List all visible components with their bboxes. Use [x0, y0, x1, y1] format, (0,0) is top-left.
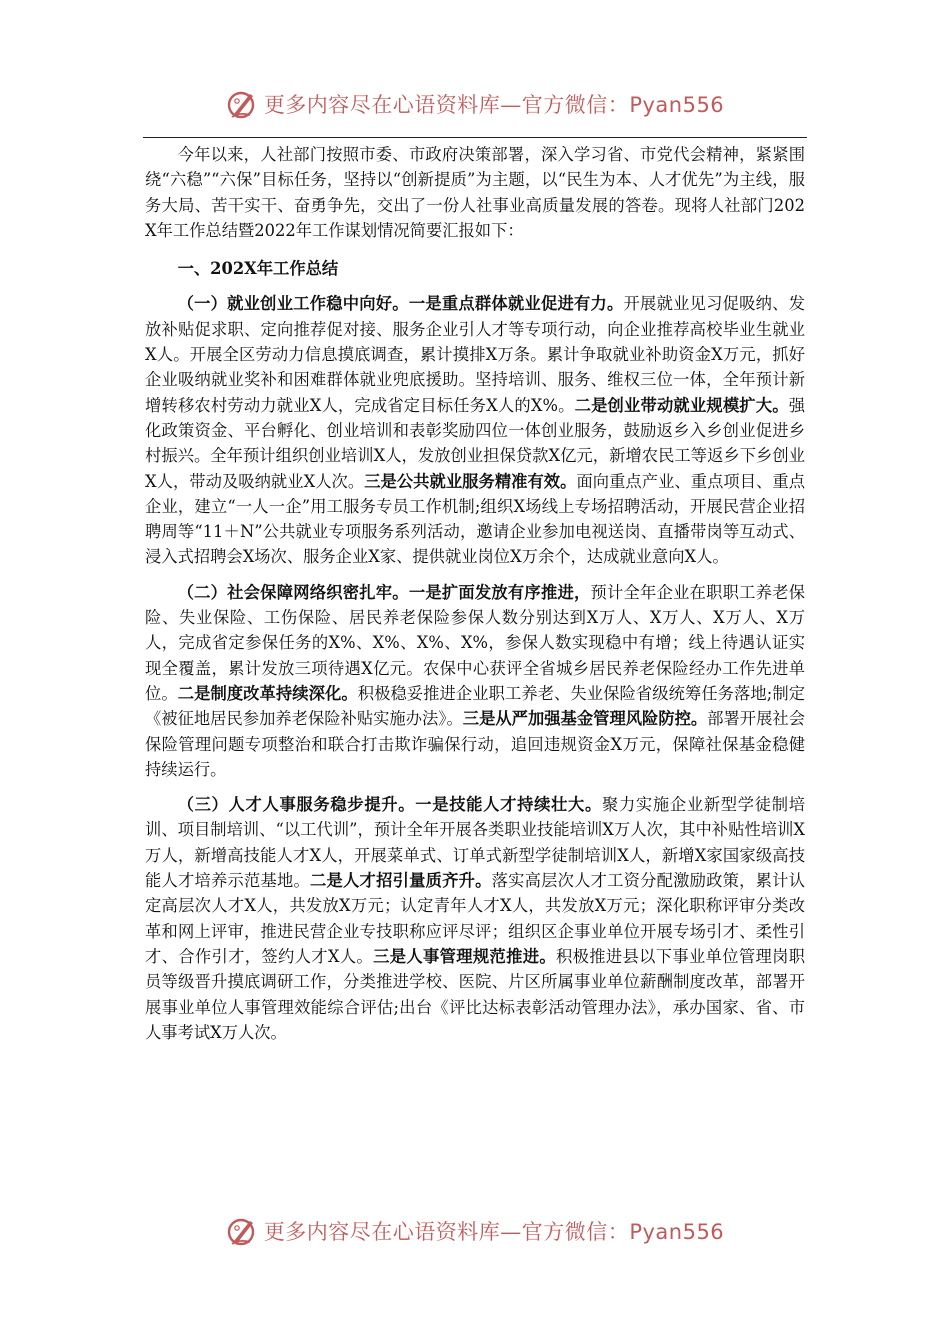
section-heading: 一、202X年工作总结 — [177, 259, 339, 279]
employment-paragraph: （一）就业创业工作稳中向好。一是重点群体就业促进有力。开展就业见习促吸纳、发放补贴促求职、定向推荐促对接、服务企业引人才等专项行动，向企业推荐高校毕业生就业X人。开展全区劳动力信息摸底调查，累计摸排X万条。累计争取就业补助资金X万元，抓好企业吸纳就业奖补和困难群体就业兜底援助。坚持培训、服务、维权三位一体，全年预计新增转移农村劳动力就业X人，完成省定目标任务X人的X%。二是创业带动就业规模扩大。强化政策资金、平台孵化、创业培训和表彰奖励四位一体创业服务，鼓励返乡入乡创业促进乡村振兴。全年预计组织创业培训X人，发放创业担保贷款X亿元，新增农民工等返乡下乡创业X人，带动及吸纳就业X人次。三是公共就业服务精准有效。面向重点产业、重点项目、重点企业，建立“一人一企”用工服务专员工作机制;组织X场线上专场招聘活动，开展民营企业招聘周等“11＋N”公共就业专项服务系列活动，邀请企业参加电视送岗、直播带岗等互动式、浸入式招聘会X场次、服务企业X家、提供就业岗位X万余个，达成就业意向X人。 — [145, 294, 805, 567]
header-banner — [0, 84, 950, 124]
talent-paragraph: （三）人才人事服务稳步提升。一是技能人才持续壮大。聚力实施企业新型学徒制培训、项目制培训、“以工代训”，预计全年开展各类职业技能培训X万人次，其中补贴性培训X万人，新增高技能人才X人，开展菜单式、订单式新型学徒制培训X人，新增X家国家级高技能人才培养示范基地。二是人才招引量质齐升。落实高层次人才工资分配激励政策，累计认定高层次人才X人，共发放X万元；认定青年人才X人，共发放X万元；深化职称评审分类改革和网上评审，推进民营企业专技职称应评尽评；组织区企事业单位开展专场引才、柔性引才、合作引才，签约人才X人。三是人事管理规范推进。积极推进县以下事业单位管理岗职员等级晋升摸底调研工作，分类推进学校、医院、片区所属事业单位薪酬制度改革，部署开展事业单位人事管理效能综合评估;出台《评比达标表彰活动管理办法》，承办国家、省、市人事考试X万人次。 — [145, 795, 805, 1042]
banner-text: 更多内容尽在心语资料库—官方微信：Pyan556 — [263, 1220, 725, 1244]
talent-lead: （三）人才人事服务稳步提升。一是技能人才持续壮大。 — [177, 795, 602, 815]
social-security-lead: （二）社会保障网络织密扎牢。一是扩面发放有序推进， — [177, 582, 591, 602]
social-security-paragraph: （二）社会保障网络织密扎牢。一是扩面发放有序推进，预计全年企业在职职工养老保险、失业保险、工伤保险、居民养老保险参保人数分别达到X万人、X万人、X万人、X万人，完成省定参保任务的X%、X%、X%、X%，参保人数实现稳中有增；线上待遇认证实现全覆盖，累计发放三项待遇X亿元。农保中心获评全省城乡居民养老保险经办工作先进单位。二是制度改革持续深化。积极稳妥推进企业职工养老、失业保险省级统筹任务落地;制定《被征地居民参加养老保险补贴实施办法》。三是从严加强基金管理风险防控。部署开展社会保险管理问题专项整治和联合打击欺诈骗保行动，追回违规资金X万元，保障社保基金稳健持续运行。 — [145, 582, 805, 779]
document-body — [145, 142, 805, 1045]
footer-banner — [0, 1211, 950, 1251]
intro-paragraph: 今年以来，人社部门按照市委、市政府决策部署，深入学习省、市党代会精神，紧紧围绕“六稳”“六保”目标任务，坚持以“创新提质”为主题，以“民生为本、人才优先”为主线，服务大局、苦干实干、奋勇争先，交出了一份人社事业高质量发展的答卷。现将人社部门202X年工作总结暨2022年工作谋划情况简要汇报如下： — [145, 145, 805, 240]
pen-seal-logo-icon — [226, 1215, 258, 1247]
header-rule — [143, 137, 807, 138]
banner-text: 更多内容尽在心语资料库—官方微信：Pyan556 — [263, 93, 725, 117]
pen-seal-logo-icon — [226, 88, 258, 120]
employment-lead: （一）就业创业工作稳中向好。一是重点群体就业促进有力。 — [177, 294, 624, 314]
